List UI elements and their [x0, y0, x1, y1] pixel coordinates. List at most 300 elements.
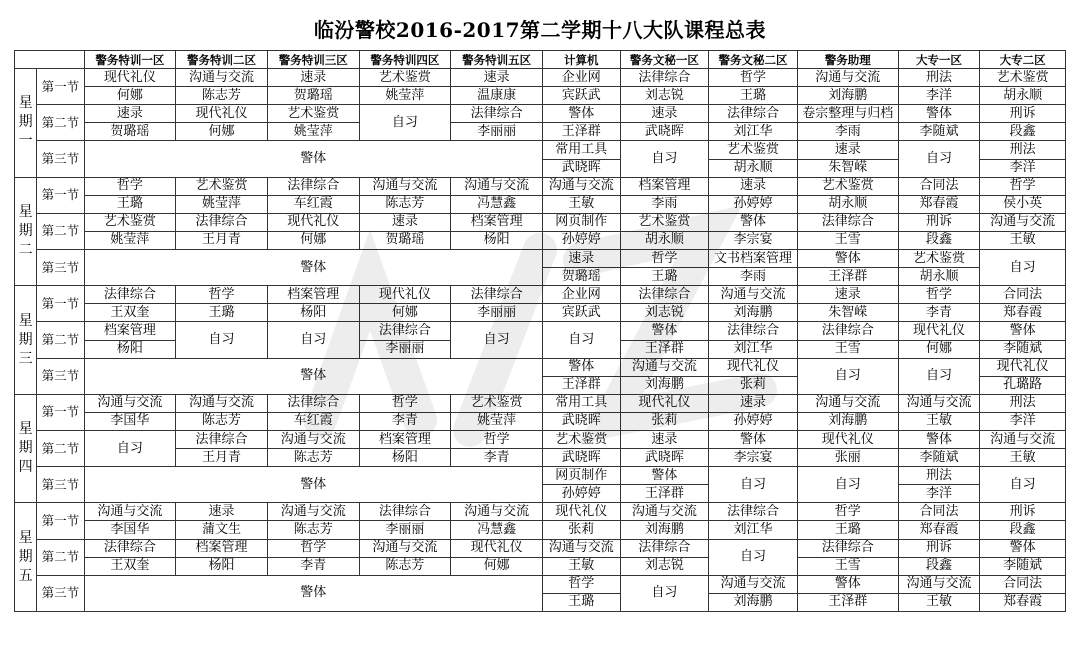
course-cell: 自习	[797, 358, 898, 394]
course-subject: 常用工具	[542, 141, 620, 159]
course-subject: 现代礼仪	[267, 213, 359, 231]
course-subject: 速录	[709, 177, 798, 195]
course-teacher: 郑春霞	[980, 304, 1066, 322]
course-cell: 自习	[84, 430, 176, 466]
course-subject: 艺术鉴赏	[451, 394, 543, 412]
course-cell: 自习	[176, 322, 268, 358]
column-header: 警务文秘二区	[709, 51, 798, 69]
course-teacher: 李随斌	[980, 340, 1066, 358]
course-subject: 合同法	[898, 503, 980, 521]
course-subject: 沟通与交流	[84, 503, 176, 521]
period-label: 第三节	[37, 141, 84, 177]
period-label: 第三节	[37, 358, 84, 394]
course-teacher: 王泽群	[542, 123, 620, 141]
course-subject: 沟通与交流	[176, 394, 268, 412]
course-subject: 警体	[542, 358, 620, 376]
course-teacher: 王敏	[898, 593, 980, 611]
course-subject: 法律综合	[267, 394, 359, 412]
course-teacher: 孙婷婷	[542, 231, 620, 249]
course-teacher: 武晓晖	[542, 159, 620, 177]
course-subject: 哲学	[451, 430, 543, 448]
course-teacher: 王泽群	[797, 268, 898, 286]
course-teacher: 姚莹萍	[84, 231, 176, 249]
course-teacher: 李洋	[980, 159, 1066, 177]
course-teacher: 王雪	[797, 557, 898, 575]
period-label: 第二节	[37, 539, 84, 575]
course-cell: 自习	[709, 467, 798, 503]
course-teacher: 王雪	[797, 340, 898, 358]
course-teacher: 朱智嵘	[797, 304, 898, 322]
course-teacher: 贺璐瑶	[267, 87, 359, 105]
course-teacher: 武晓晖	[620, 449, 709, 467]
period-label: 第一节	[37, 69, 84, 105]
table-row	[15, 231, 1066, 249]
course-teacher: 李丽丽	[451, 304, 543, 322]
course-subject: 警体	[797, 575, 898, 593]
course-teacher: 刘江华	[709, 123, 798, 141]
course-cell: 自习	[980, 250, 1066, 286]
course-teacher: 贺璐瑶	[359, 231, 451, 249]
period-label: 第一节	[37, 503, 84, 539]
course-subject: 沟通与交流	[267, 503, 359, 521]
course-subject: 法律综合	[451, 105, 543, 123]
course-teacher: 郑春霞	[898, 195, 980, 213]
day-label: 星 期 三	[15, 286, 37, 395]
column-header: 警务助理	[797, 51, 898, 69]
course-cell: 警体	[84, 575, 542, 611]
course-subject: 速录	[797, 141, 898, 159]
course-subject: 警体	[980, 322, 1066, 340]
course-teacher: 王敏	[542, 195, 620, 213]
column-header: 警务特训一区	[84, 51, 176, 69]
course-teacher: 李洋	[898, 485, 980, 503]
course-subject: 哲学	[84, 177, 176, 195]
course-teacher: 王敏	[980, 449, 1066, 467]
course-subject: 现代礼仪	[84, 69, 176, 87]
course-teacher: 王泽群	[797, 593, 898, 611]
course-teacher: 李国华	[84, 412, 176, 430]
course-subject: 沟通与交流	[359, 539, 451, 557]
course-subject: 警体	[980, 539, 1066, 557]
course-teacher: 陈志芳	[267, 449, 359, 467]
course-teacher: 李雨	[709, 268, 798, 286]
course-teacher: 刘江华	[709, 340, 798, 358]
course-subject: 常用工具	[542, 394, 620, 412]
course-subject: 警体	[898, 105, 980, 123]
course-teacher: 王泽群	[542, 376, 620, 394]
course-subject: 法律综合	[359, 503, 451, 521]
course-teacher: 李青	[359, 412, 451, 430]
course-teacher: 王敏	[898, 412, 980, 430]
period-label: 第二节	[37, 213, 84, 249]
course-subject: 哲学	[267, 539, 359, 557]
course-subject: 哲学	[709, 69, 798, 87]
course-subject: 速录	[267, 69, 359, 87]
course-subject: 法律综合	[797, 539, 898, 557]
course-cell: 自习	[451, 322, 543, 358]
course-teacher: 侯小英	[980, 195, 1066, 213]
column-header: 计算机	[542, 51, 620, 69]
table-row	[15, 141, 1066, 159]
course-subject: 速录	[797, 286, 898, 304]
table-row	[15, 503, 1066, 521]
course-teacher: 陈志芳	[176, 87, 268, 105]
table-row	[15, 195, 1066, 213]
course-subject: 艺术鉴赏	[980, 69, 1066, 87]
course-subject: 档案管理	[620, 177, 709, 195]
column-header: 警务特训五区	[451, 51, 543, 69]
course-teacher: 王璐	[542, 593, 620, 611]
course-teacher: 何娜	[359, 304, 451, 322]
course-cell: 自习	[267, 322, 359, 358]
table-row	[15, 250, 1066, 268]
day-label: 星 期 四	[15, 394, 37, 503]
course-teacher: 杨阳	[451, 231, 543, 249]
course-subject: 刑法	[898, 467, 980, 485]
course-teacher: 李丽丽	[359, 340, 451, 358]
course-subject: 网页制作	[542, 467, 620, 485]
schedule-table	[14, 50, 1066, 612]
course-subject: 沟通与交流	[709, 286, 798, 304]
course-teacher: 陈志芳	[267, 521, 359, 539]
course-subject: 速录	[620, 430, 709, 448]
course-subject: 哲学	[542, 575, 620, 593]
table-row	[15, 123, 1066, 141]
course-teacher: 王璐	[620, 268, 709, 286]
course-subject: 沟通与交流	[898, 575, 980, 593]
table-row	[15, 358, 1066, 376]
course-teacher: 张莉	[542, 521, 620, 539]
period-label: 第二节	[37, 105, 84, 141]
course-subject: 艺术鉴赏	[84, 213, 176, 231]
course-teacher: 胡永顺	[709, 159, 798, 177]
course-teacher: 刘海鹏	[709, 304, 798, 322]
page-title: 临汾警校2016-2017第二学期十八大队课程总表	[313, 17, 767, 42]
course-teacher: 王泽群	[620, 485, 709, 503]
course-subject: 艺术鉴赏	[176, 177, 268, 195]
column-header: 警务文秘一区	[620, 51, 709, 69]
course-subject: 哲学	[620, 250, 709, 268]
course-teacher: 刘志锐	[620, 557, 709, 575]
course-subject: 沟通与交流	[797, 394, 898, 412]
header-row	[15, 51, 1066, 69]
course-teacher: 张莉	[709, 376, 798, 394]
course-subject: 沟通与交流	[797, 69, 898, 87]
course-teacher: 孙婷婷	[709, 412, 798, 430]
course-subject: 速录	[84, 105, 176, 123]
course-subject: 速录	[542, 250, 620, 268]
course-subject: 现代礼仪	[620, 394, 709, 412]
course-cell: 自习	[359, 105, 451, 141]
course-teacher: 何娜	[84, 87, 176, 105]
course-teacher: 王璐	[84, 195, 176, 213]
course-teacher: 李丽丽	[451, 123, 543, 141]
course-subject: 合同法	[898, 177, 980, 195]
schedule-body	[15, 51, 1066, 612]
course-cell: 警体	[84, 467, 542, 503]
course-subject: 沟通与交流	[451, 503, 543, 521]
course-teacher: 何娜	[451, 557, 543, 575]
table-row	[15, 105, 1066, 123]
period-label: 第二节	[37, 430, 84, 466]
course-cell: 自习	[620, 141, 709, 177]
course-teacher: 刘海鹏	[709, 593, 798, 611]
course-subject: 法律综合	[620, 69, 709, 87]
course-subject: 企业网	[542, 286, 620, 304]
course-teacher: 杨阳	[84, 340, 176, 358]
course-subject: 艺术鉴赏	[797, 177, 898, 195]
course-subject: 法律综合	[620, 539, 709, 557]
course-subject: 警体	[620, 467, 709, 485]
period-label: 第二节	[37, 322, 84, 358]
course-subject: 哲学	[797, 503, 898, 521]
course-teacher: 胡永顺	[980, 87, 1066, 105]
course-teacher: 武晓晖	[542, 449, 620, 467]
course-teacher: 李宗宴	[709, 449, 798, 467]
table-row	[15, 430, 1066, 448]
course-teacher: 李洋	[980, 412, 1066, 430]
course-cell: 自习	[620, 575, 709, 611]
course-teacher: 李青	[451, 449, 543, 467]
course-teacher: 李随斌	[898, 123, 980, 141]
course-teacher: 王月青	[176, 231, 268, 249]
column-header: 大专二区	[980, 51, 1066, 69]
course-subject: 艺术鉴赏	[542, 430, 620, 448]
course-teacher: 陈志芳	[359, 195, 451, 213]
course-teacher: 李随斌	[980, 557, 1066, 575]
course-teacher: 胡永顺	[620, 231, 709, 249]
course-teacher: 王敏	[542, 557, 620, 575]
course-subject: 沟通与交流	[898, 394, 980, 412]
course-teacher: 姚莹萍	[359, 87, 451, 105]
period-label: 第一节	[37, 394, 84, 430]
column-header: 警务特训四区	[359, 51, 451, 69]
course-teacher: 李洋	[898, 87, 980, 105]
course-teacher: 陈志芳	[359, 557, 451, 575]
course-subject: 刑法	[980, 141, 1066, 159]
course-teacher: 王璐	[709, 87, 798, 105]
column-header: 大专一区	[898, 51, 980, 69]
table-row	[15, 213, 1066, 231]
course-subject: 沟通与交流	[542, 177, 620, 195]
course-subject: 刑诉	[898, 213, 980, 231]
course-subject: 艺术鉴赏	[620, 213, 709, 231]
course-teacher: 王璐	[797, 521, 898, 539]
period-label: 第三节	[37, 575, 84, 611]
course-teacher: 王雪	[797, 231, 898, 249]
course-subject: 现代礼仪	[980, 358, 1066, 376]
course-teacher: 武晓晖	[620, 123, 709, 141]
course-cell: 警体	[84, 358, 542, 394]
course-subject: 速录	[359, 213, 451, 231]
period-label: 第一节	[37, 177, 84, 213]
course-teacher: 王敏	[980, 231, 1066, 249]
course-subject: 现代礼仪	[898, 322, 980, 340]
course-teacher: 李随斌	[898, 449, 980, 467]
course-subject: 速录	[176, 503, 268, 521]
table-row	[15, 304, 1066, 322]
course-subject: 刑法	[898, 69, 980, 87]
course-teacher: 张丽	[797, 449, 898, 467]
course-subject: 沟通与交流	[267, 430, 359, 448]
course-teacher: 贺璐瑶	[542, 268, 620, 286]
course-teacher: 车红霞	[267, 412, 359, 430]
column-header: 警务特训二区	[176, 51, 268, 69]
table-row	[15, 557, 1066, 575]
course-teacher: 宾跃武	[542, 87, 620, 105]
course-subject: 刑诉	[980, 105, 1066, 123]
course-teacher: 姚莹萍	[451, 412, 543, 430]
course-subject: 法律综合	[797, 213, 898, 231]
course-teacher: 刘江华	[709, 521, 798, 539]
course-subject: 档案管理	[267, 286, 359, 304]
course-subject: 企业网	[542, 69, 620, 87]
course-teacher: 郑春霞	[980, 593, 1066, 611]
table-row	[15, 69, 1066, 87]
course-subject: 沟通与交流	[980, 213, 1066, 231]
course-subject: 卷宗整理与归档	[797, 105, 898, 123]
table-row	[15, 539, 1066, 557]
course-subject: 沟通与交流	[980, 430, 1066, 448]
course-subject: 沟通与交流	[542, 539, 620, 557]
course-subject: 法律综合	[797, 322, 898, 340]
table-row	[15, 177, 1066, 195]
course-subject: 现代礼仪	[797, 430, 898, 448]
course-subject: 警体	[709, 213, 798, 231]
course-subject: 警体	[797, 250, 898, 268]
day-label: 星 期 五	[15, 503, 37, 612]
course-teacher: 郑春霞	[898, 521, 980, 539]
course-teacher: 宾跃武	[542, 304, 620, 322]
period-label: 第一节	[37, 286, 84, 322]
course-cell: 自习	[542, 322, 620, 358]
course-teacher: 何娜	[176, 123, 268, 141]
course-subject: 现代礼仪	[451, 539, 543, 557]
course-subject: 现代礼仪	[359, 286, 451, 304]
course-subject: 法律综合	[709, 503, 798, 521]
course-teacher: 王泽群	[620, 340, 709, 358]
course-teacher: 刘海鹏	[620, 376, 709, 394]
course-teacher: 刘海鹏	[797, 87, 898, 105]
course-teacher: 姚莹萍	[267, 123, 359, 141]
course-subject: 警体	[620, 322, 709, 340]
course-subject: 合同法	[980, 575, 1066, 593]
course-teacher: 朱智嵘	[797, 159, 898, 177]
header-corner	[15, 51, 85, 69]
course-teacher: 贺璐瑶	[84, 123, 176, 141]
course-teacher: 胡永顺	[797, 195, 898, 213]
course-teacher: 武晓晖	[542, 412, 620, 430]
course-teacher: 车红霞	[267, 195, 359, 213]
course-subject: 档案管理	[359, 430, 451, 448]
course-cell: 警体	[84, 141, 542, 177]
table-row	[15, 467, 1066, 485]
course-subject: 现代礼仪	[709, 358, 798, 376]
course-teacher: 李丽丽	[359, 521, 451, 539]
course-teacher: 李青	[267, 557, 359, 575]
course-teacher: 孔璐路	[980, 376, 1066, 394]
table-row	[15, 87, 1066, 105]
course-subject: 合同法	[980, 286, 1066, 304]
course-subject: 法律综合	[451, 286, 543, 304]
course-teacher: 刘海鹏	[797, 412, 898, 430]
day-label: 星 期 一	[15, 69, 37, 178]
course-subject: 法律综合	[176, 430, 268, 448]
course-cell: 自习	[980, 467, 1066, 503]
course-cell: 警体	[84, 250, 542, 286]
course-teacher: 王双奎	[84, 304, 176, 322]
course-subject: 现代礼仪	[542, 503, 620, 521]
course-subject: 警体	[898, 430, 980, 448]
day-label: 星 期 二	[15, 177, 37, 286]
course-teacher: 姚莹萍	[176, 195, 268, 213]
course-subject: 哲学	[980, 177, 1066, 195]
course-teacher: 杨阳	[176, 557, 268, 575]
course-subject: 警体	[709, 430, 798, 448]
course-teacher: 胡永顺	[898, 268, 980, 286]
course-teacher: 温康康	[451, 87, 543, 105]
course-subject: 法律综合	[709, 105, 798, 123]
course-subject: 法律综合	[267, 177, 359, 195]
table-row	[15, 394, 1066, 412]
course-subject: 沟通与交流	[451, 177, 543, 195]
table-row	[15, 575, 1066, 593]
course-teacher: 刘志锐	[620, 304, 709, 322]
course-subject: 沟通与交流	[359, 177, 451, 195]
course-subject: 法律综合	[620, 286, 709, 304]
course-teacher: 冯慧鑫	[451, 195, 543, 213]
course-teacher: 蒲文生	[176, 521, 268, 539]
course-subject: 文书档案管理	[709, 250, 798, 268]
course-cell: 自习	[709, 539, 798, 575]
course-teacher: 王月青	[176, 449, 268, 467]
course-subject: 沟通与交流	[620, 358, 709, 376]
course-teacher: 孙婷婷	[542, 485, 620, 503]
course-teacher: 冯慧鑫	[451, 521, 543, 539]
course-subject: 现代礼仪	[176, 105, 268, 123]
course-teacher: 李宗宴	[709, 231, 798, 249]
course-teacher: 李国华	[84, 521, 176, 539]
course-subject: 法律综合	[359, 322, 451, 340]
course-teacher: 段鑫	[898, 231, 980, 249]
course-subject: 法律综合	[709, 322, 798, 340]
table-row	[15, 286, 1066, 304]
course-teacher: 杨阳	[267, 304, 359, 322]
course-subject: 沟通与交流	[176, 69, 268, 87]
course-subject: 刑法	[980, 394, 1066, 412]
period-label: 第三节	[37, 467, 84, 503]
course-subject: 法律综合	[84, 286, 176, 304]
course-cell: 自习	[898, 358, 980, 394]
course-subject: 法律综合	[84, 539, 176, 557]
table-row	[15, 412, 1066, 430]
course-teacher: 孙婷婷	[709, 195, 798, 213]
course-cell: 自习	[898, 141, 980, 177]
course-subject: 网页制作	[542, 213, 620, 231]
course-teacher: 段鑫	[980, 123, 1066, 141]
course-teacher: 张莉	[620, 412, 709, 430]
course-subject: 艺术鉴赏	[359, 69, 451, 87]
course-subject: 档案管理	[176, 539, 268, 557]
course-subject: 沟通与交流	[84, 394, 176, 412]
course-teacher: 刘海鹏	[620, 521, 709, 539]
course-teacher: 李雨	[797, 123, 898, 141]
course-subject: 档案管理	[451, 213, 543, 231]
course-teacher: 何娜	[267, 231, 359, 249]
course-teacher: 段鑫	[898, 557, 980, 575]
table-row	[15, 322, 1066, 340]
column-header: 警务特训三区	[267, 51, 359, 69]
